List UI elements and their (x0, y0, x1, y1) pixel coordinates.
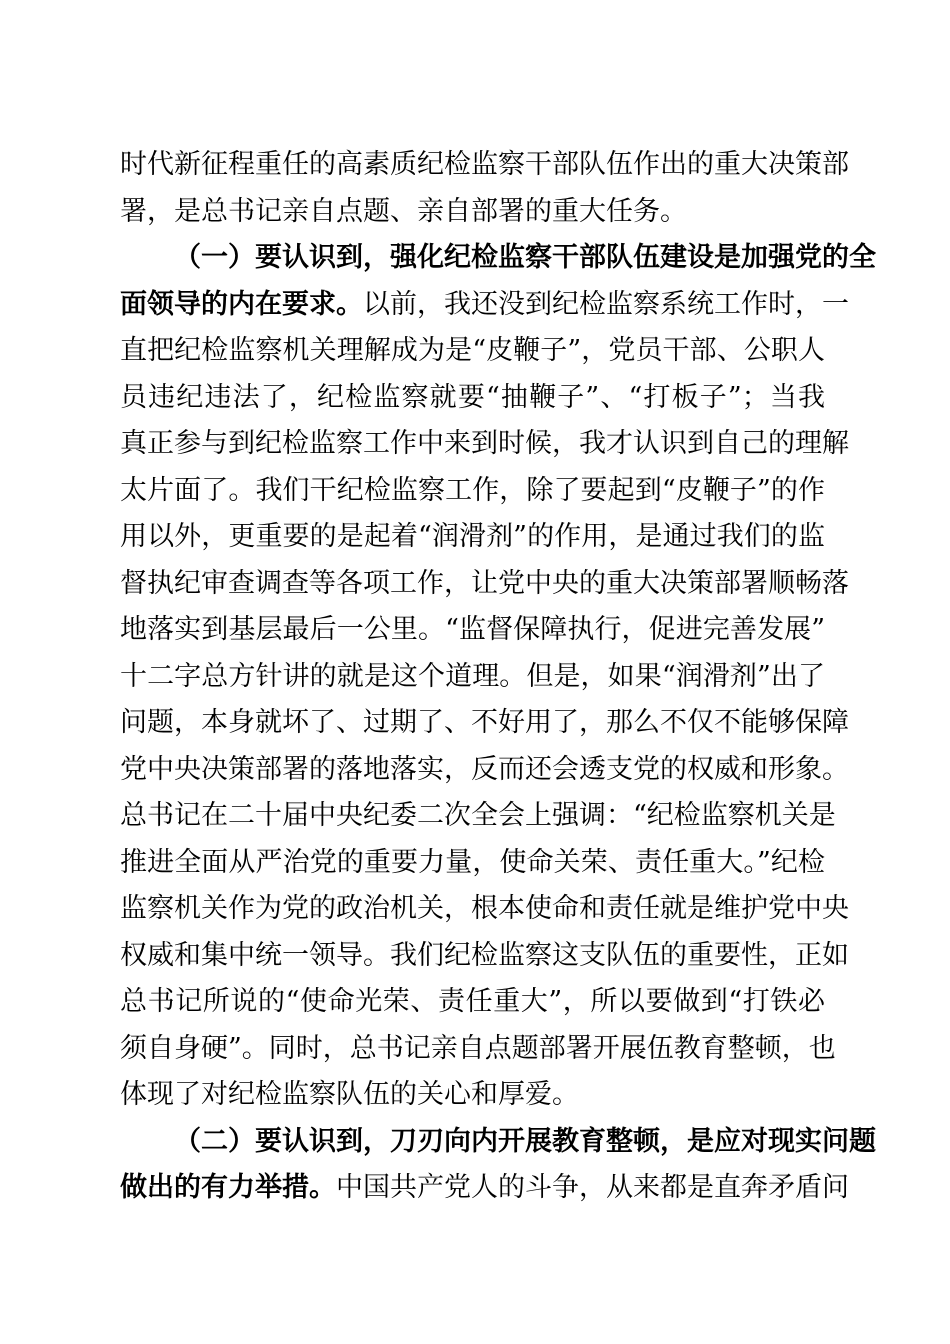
intro-line-2: 署，是总书记亲自点题、亲自部署的重大任务。 (120, 195, 687, 227)
section1-line-2-rest: 以前，我还没到纪检监察系统工作时，一 (363, 288, 849, 320)
section2-line-2 (120, 1165, 849, 1212)
paragraph-line: 体现了对纪检监察队伍的关心和厚爱。 (120, 1079, 579, 1110)
paragraph-line: 直把纪检监察机关理解成为是“皮鞭子”，党员干部、公职人 (120, 335, 825, 366)
paragraph-line: 总书记所说的“使命光荣、责任重大”，所以要做到“打铁必 (120, 986, 825, 1017)
paragraph-line: 监察机关作为党的政治机关，根本使命和责任就是维护党中央 (120, 893, 849, 924)
section2-heading-line-1: （二）要认识到，刀刃向内开展教育整顿，是应对现实问题 (174, 1125, 876, 1157)
paragraph-line: 地落实到基层最后一公里。“监督保障执行，促进完善发展” (120, 614, 825, 645)
paragraph-line: 用以外，更重要的是起着“润滑剂”的作用，是通过我们的监 (120, 521, 825, 552)
paragraph-line: 问题，本身就坏了、过期了、不好用了，那么不仅不能够保障 (120, 707, 849, 738)
paragraph-line: 太片面了。我们干纪检监察工作，除了要起到“皮鞭子”的作 (120, 474, 825, 506)
section2-heading-line-2: 做出的有力举措。 (120, 1172, 336, 1203)
section2-line-2-rest: 中国共产党人的斗争，从来都是直奔矛盾问 (336, 1172, 849, 1203)
paragraph-line: 真正参与到纪检监察工作中来到时候，我才认识到自己的理解 (120, 428, 849, 459)
section1-heading-line-1: （一）要认识到，强化纪检监察干部队伍建设是加强党的全 (174, 242, 876, 273)
paragraph-line: 权威和集中统一领导。我们纪检监察这支队伍的重要性，正如 (120, 939, 849, 971)
paragraph-line: 十二字总方针讲的就是这个道理。但是，如果“润滑剂”出了 (120, 660, 825, 692)
paragraph-line: 督执纪审查调查等各项工作，让党中央的重大决策部署顺畅落 (120, 567, 849, 599)
paragraph-line: 总书记在二十届中央纪委二次全会上强调：“纪检监察机关是 (120, 800, 836, 831)
paragraph-line: 员违纪违法了，纪检监察就要“抽鞭子”、“打板子”；当我 (120, 381, 825, 413)
paragraph-line: 党中央决策部署的落地落实，反而还会透支党的权威和形象。 (120, 753, 849, 785)
paragraph-line: 须自身硬”。同时，总书记亲自点题部署开展伍教育整顿，也 (120, 1032, 836, 1064)
document-body (120, 142, 876, 1212)
paragraph-line: 推进全面从严治党的重要力量，使命关荣、责任重大。”纪检 (120, 846, 825, 878)
section1-line-2 (120, 282, 849, 329)
section1-heading-line-2: 面领导的内在要求。 (120, 288, 363, 320)
intro-line-1: 时代新征程重任的高素质纪检监察干部队伍作出的重大决策部 (120, 149, 849, 180)
